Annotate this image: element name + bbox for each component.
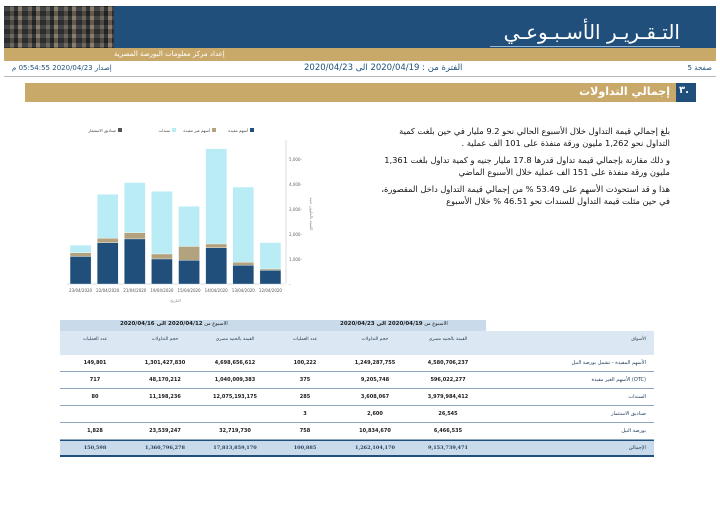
previous-period-prefix: الاسبوع من [204,321,228,327]
bar-segment [124,183,145,233]
y-tick-label: 1,000- [289,256,302,262]
bar-segment [206,244,227,248]
bar-segment [179,260,200,284]
y-tick-label: 3,000- [289,206,302,212]
legend-swatch [212,128,216,132]
trading-summary-table [60,320,654,457]
col-prev-volume: حجم التداولات [151,337,179,342]
title-underline [490,46,680,47]
col-prev-value: القيمة بالجنيه مصري [215,337,255,342]
report-title: التـقـريـر الأسـبـوعـي [503,20,680,44]
table-row: 717 48,170,212 1,040,009,383 375 9,205,748 596,022,277 الأسهم الغير مقيدة (OTC) [60,372,654,389]
col-cur-value: القيمة بالجنيه مصري [428,337,468,342]
legend-swatch [250,128,254,132]
report-subtitle: إعداد مركز معلومات البورصة المصرية [114,50,225,58]
table-row: 80 11,198,236 12,075,193,175 285 3,608,067 3,979,984,412 السندات [60,389,654,406]
divider [4,76,716,77]
info-row [4,63,716,75]
legend-label: أسهم غير مقيدة [183,128,210,133]
current-period-range: 2020/04/19 الى 2020/04/23 [340,321,423,327]
section-title: إجمالي التداولات [579,85,670,98]
paragraph-current-week: بلغ إجمالي قيمة التداول خلال الأسبوع الحالي نحو 9.2 مليار في حين بلغت كمية التداول نحو 1,262 مليون ورقة منفذة على 101 الف عملية . [399,126,670,148]
col-cur-volume: حجم التداولات [361,337,389,342]
bar-segment [70,253,91,257]
row-label: صناديق الاستثمار [611,411,646,417]
section-number-box [676,83,696,102]
bar-segment [70,256,91,284]
legend-swatch [172,128,176,132]
bar-segment [260,269,281,270]
bar-segment [151,254,172,259]
col-market: الأسواق [631,337,646,342]
row-label: الإجمالي [628,445,646,451]
row-label: الأسهم الغير مقيدة (OTC) [591,377,646,383]
chart-svg [62,124,332,304]
x-tick-label: 12/04/2020 [258,288,282,293]
page-number: صفحة 5 [687,64,712,72]
table-total-row: 150,598 1,360,796,278 17,813,859,170 100,885 1,262,104,170 9,153,739,471 الإجمالي [60,440,654,457]
x-tick-label: 21/04/2020 [123,288,147,293]
col-cur-trades: عدد العمليات [292,337,318,342]
y-tick-label: 4,000- [289,181,302,187]
x-tick-label: 23/04/2020 [69,288,93,293]
table-row: 3 2,600 26,545 صناديق الاستثمار [60,406,654,423]
row-label: الأسهم المقيدة - تشمل بورصة النيل [571,360,646,366]
bar-segment [97,238,118,243]
bar-segment [97,243,118,284]
paragraph-previous-week: و ذلك مقارنة بإجمالي قيمة تداول قدرها 17.8 مليار جنيه و كمية تداول بلغت 1,361 مليون ورقة منفذة على 151 الف عملية خلال الأسبوع الماضي [384,155,670,177]
x-tick-label: 14/04/2020 [204,288,228,293]
section-header [25,83,696,102]
bar-segment [124,233,145,239]
bar-segment [97,194,118,238]
summary-text [380,126,670,213]
bar-segment [260,270,281,284]
paragraph-share: هذا و قد استحوذت الأسهم على 53.49 % من إجمالي قيمة التداول داخل المقصورة، في حين مثلت قيمة التداول للسندات نحو 46.51 % خلال الأسبوع [381,184,670,206]
col-prev-trades: عدد العمليات [82,337,108,342]
bar-segment [260,243,281,269]
legend-label: صناديق الاستثمار [88,128,116,133]
x-axis-label: التاريخ [170,298,181,303]
y-tick-label: 5,000- [289,156,302,162]
table-row: 1,828 23,539,247 32,719,730 758 10,834,670 6,466,535 بورصة النيل [60,423,654,440]
bar-segment [70,245,91,253]
row-label: السندات [628,394,646,400]
previous-period-header [60,320,270,331]
y-tick-label: 2,000- [289,231,302,237]
bar-segment [151,259,172,284]
x-tick-label: 15/04/2020 [177,288,201,293]
report-period: الفترة من : 2020/04/19 الى 2020/04/23 [304,63,463,73]
bar-segment [124,239,145,284]
bar-segment [151,191,172,254]
bar-segment [206,248,227,284]
legend-label: أسهم مقيدة [228,128,248,133]
x-tick-label: 13/04/2020 [231,288,255,293]
bar-segment [233,265,254,284]
current-period-header [270,320,486,331]
legend-label: سندات [158,128,170,133]
trading-value-chart [62,124,332,304]
row-label: بورصة النيل [621,428,646,434]
issue-timestamp: إصدار 2020/04/23 05:54:55 م [12,64,112,72]
bar-segment [233,262,254,265]
x-tick-label: 19/04/2020 [150,288,174,293]
bar-segment [179,246,200,260]
table-row: 149,801 1,301,427,830 4,698,656,612 100,222 1,249,287,755 4,580,706,237 الأسهم المقيدة - تشمل بورصة النيل [60,355,654,372]
x-tick-label: 22/04/2020 [96,288,120,293]
current-period-prefix: الاسبوع من [424,321,448,327]
bar-segment [206,149,227,244]
table-period-header [60,320,654,331]
y-axis-label: القيمة بالمليون جنيه [309,197,314,231]
legend-swatch [118,128,122,132]
previous-period-range: 2020/04/12 الى 2020/04/16 [120,321,203,327]
table-column-header [60,331,654,355]
bar-segment [179,206,200,246]
y-tick-label: - [289,282,291,287]
bar-segment [233,187,254,262]
section-number: ٣. [679,85,689,96]
